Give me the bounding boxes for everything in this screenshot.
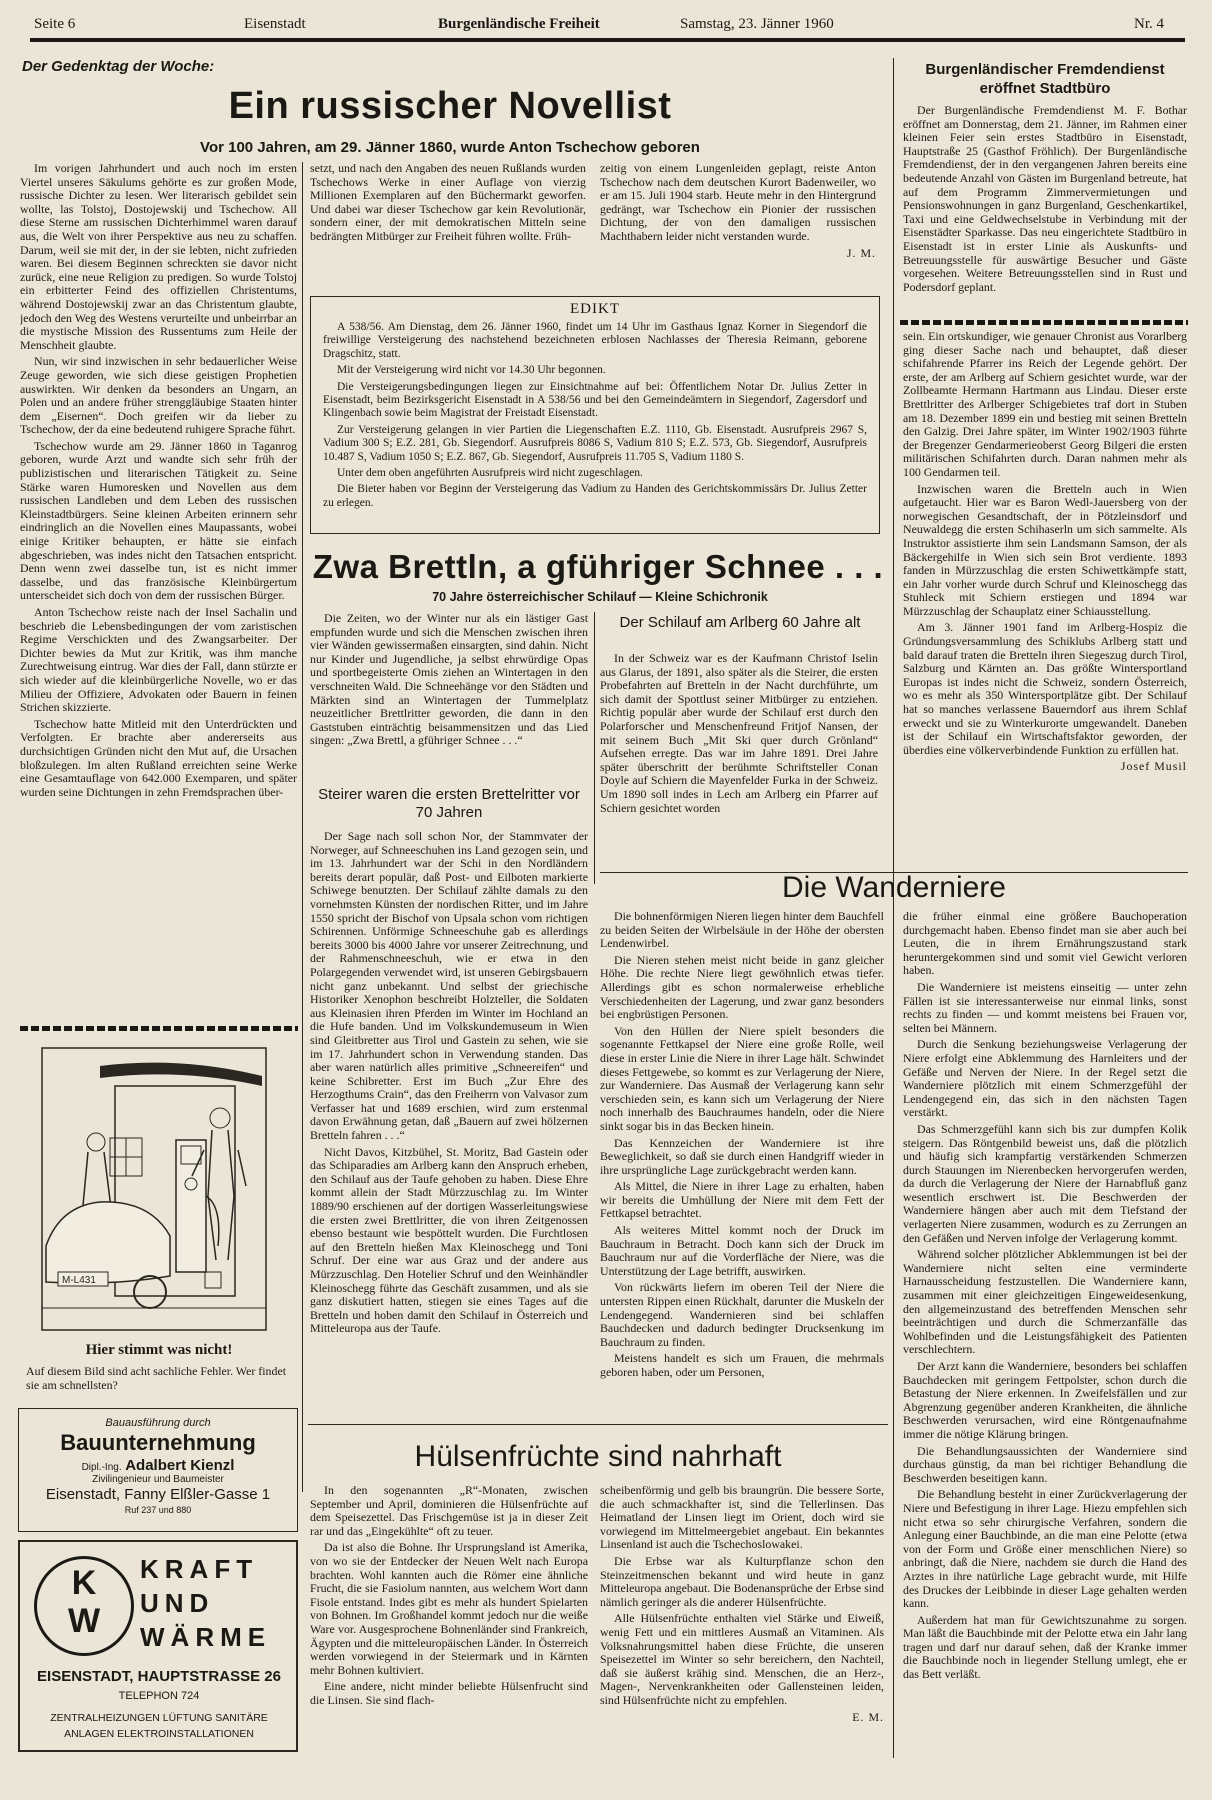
ski-column-a [310, 830, 588, 1492]
kw-line-kraft: KRAFT [140, 1554, 259, 1584]
lead-title: Ein russischer Novellist [228, 85, 672, 127]
page-number: Seite 6 [34, 16, 76, 32]
fremdendienst-title: Burgenländischer Fremdendienst eröffnet Stadtbüro [925, 61, 1165, 97]
niere-paragraph: Außerdem hat man für Gewichtszunahme zu sorgen. Man läßt die Bauchbinde mit der Pelotte etwa ein Jahr lang tragen und darf nur darauf sehen, daß der Kranke immer die Bauchbinde noch in liegender Stellung umlegt, ehe er das Bett verläßt. [903, 1612, 1187, 1682]
ski-section-heading: Steirer waren die ersten Brettelritter vor 70 Jahren [318, 786, 580, 821]
edikt-paragraph: A 538/56. Am Dienstag, dem 26. Jänner 1960, findet um 14 Uhr im Gasthaus Ignaz Korner in Siegendorf die freiwillige Versteigerung des nachstehend bezeichneten erblosen Nachlasses der Theresia Reimann, geborene Dragschitz, statt. [323, 321, 867, 360]
huelsen-column-b [600, 1484, 884, 1774]
niere-paragraph: die früher einmal eine größere Bauchoperation durchgemacht haben. Ebenso findet man sie aber auch bei Leuten, die in ihrem Ernährungszustand stark heruntergekommen sind und somit viel Gewicht verloren haben. [903, 910, 1187, 978]
lead-paragraph: Anton Tschechow reiste nach der Insel Sachalin und beschrieb die Lebensbedingungen der vom zaristischen Regime Verschickten und des Zwangsarbeiter. Der Dichter bewies da Mut zur Kritik, was ihm manche Zurechtweisung eintrug. War dies der Fall, dann stürzte er sich wieder auf die kleinbürgerliche Novelle, wo er das Milieu der Offiziere, Advokaten oder Bauern in feinen Strichen skizzierte. [20, 605, 297, 715]
huelsen-paragraph: Alle Hülsenfrüchte enthalten viel Stärke und Eiweiß, wenig Fett und ein mittleres Ausmaß an Vitaminen. Als Volksnahrungsmittel haben diese Früchte, die unseren Speisezettel im Winter so sehr bereichern, den Nachteil, daß sie äußerst krähig sind. Menschen, die an Herz-, Magen-, Nervenkrankheiten oder Gallensteinen leiden, sind Hülsenfrüchte nicht zu empfehlen. [600, 1611, 884, 1707]
edikt-title: EDIKT [570, 301, 620, 317]
ski-subtitle: 70 Jahre österreichischer Schilauf — Kleine Schichronik [432, 590, 768, 604]
ski-paragraph: Am 3. Jänner 1901 fand im Arlberg-Hospiz die Gründungsversammlung des Schiklubs Arlberg statt und bald darauf traten die Bretteln ihren Siegeszug durch Tirol, Salzburg und Kärnten an. Das größte Wintersportland Europas ist indes nicht die Schweiz, sondern Österreich, wo es mehr als 350 Wintersportplätze gibt. Der Schilauf hat so manches verlassene Bauerndorf aus ihrem Schlaf erweckt und sie zu Winterkurorte umgewandelt. Daneben ist der Schilauf ein Wirtschaftsfaktor geworden, der überdies eine völkerverbindende Funktion zu erfüllen hat. [903, 620, 1187, 757]
puzzle-illustration [40, 1046, 268, 1332]
huelsen-paragraph: scheibenförmig und gelb bis braungrün. Die bessere Sorte, die auch schmackhafter ist, sind die Tellerlinsen. Das Heimatland der Linsen liegt im Orient, doch wird sie vorwiegend im Mittelmeergebiet angebaut. Ein bekanntes Linsenland ist auch die Tschechoslowakei. [600, 1484, 884, 1552]
ski-paragraph: sein. Ein ortskundiger, wie genauer Chronist aus Vorarlberg ging dieser Sache nach und behauptet, daß dieser schifahrende Pfarrer ins Reich der Legende gehört. Der erste, der am Arlberg auf Schiern gesichtet wurde, war der Zollbeamte Hermann Hartmann aus Lindau. Dieser erste Brettlritter des Arlberger Schigebietes traf dort in Stuben am 18. Dezember 1899 ein und bestieg mit seinen Bretteln den Galzig. Drei Jahre später, im Winter 1902/1903 führte der Bregenzer Gendarmerieoberst Georg Bilgeri die ersten militärischen Schifahrten durch. Daran nahmen mehr als 100 Gendarmen teil. [903, 330, 1187, 479]
lead-subtitle: Vor 100 Jahren, am 29. Jänner 1860, wurde Anton Tschechow geboren [200, 139, 700, 156]
lead-paragraph: zeitig von einem Lungenleiden geplagt, reiste Anton Tschechow nach dem deutschen Kurort Badenweiler, wo er am 15. Juli 1904 starb. Heute mehr in den Hintergrund gedrängt, war Tschechow ein Pionier der russischen Dichtung, der von den damaligen russischen Machthabern leider nicht verstanden wurde. [600, 162, 876, 243]
lead-paragraph: setzt, und nach den Angaben des neuen Rußlands wurden Tschechows Werke in einer Auflage von vierzig Millionen Exemplaren auf den Büchermarkt geworfen. Und dabei war dieser Tschechow gar kein Revolutionär, sondern einer, der mit demokratischen Mitteln seine bedrängten Mitbürger zur Freiheit führen wollte. Früh- [310, 162, 586, 243]
edikt-body [323, 321, 867, 510]
ad-kienzl-name: Adalbert Kienzl [125, 1457, 235, 1474]
niere-paragraph: Die Wanderniere ist meistens einseitig — unter zehn Fällen ist sie interessanterweise nur einmal links, sonst rechts zu finden — und kommt meistens bei Frauen vor, selten bei Männern. [903, 979, 1187, 1035]
huelsen-paragraph: Die Erbse war als Kulturpflanze schon den Steinzeitmenschen bekannt und wird heute in ganz Mitteleuropa angebaut. Die Bodenansprüche der Erbse sind nämlich geringer als die anderer Hülsenfrüchte. [600, 1553, 884, 1609]
arlberg-heading: Der Schilauf am Arlberg 60 Jahre alt [619, 614, 861, 631]
niere-paragraph: Durch die Senkung beziehungsweise Verlagerung der Niere erfolgt eine Abklemmung des Harnleiters und der Gefäße und Nerven der Niere. In der Regel setzt die Wanderniere plötzlich mit einem Schmerzgefühl der Lendengegend ein, das sich in den nächsten Tagen verstärkt. [903, 1037, 1187, 1120]
page-header [34, 16, 1184, 38]
ski-column-a-intro [310, 612, 588, 774]
huelsen-paragraph: Da ist also die Bohne. Ihr Ursprungsland ist Amerika, von wo sie der Entdecker der Neuen Welt nach Europa brachten. Wohl kannten auch die Römer eine ähnliche Frucht, die sie Fasiolum nannten, aus welchem Wort dann Fisole entstand. Indes gibt es mehr als hundert Spielarten von Bohnen. Im Großhandel kommt jedoch nur die weiße Ware vor. Ausgesprochene Bohnenländer sind Frankreich, Ägypten und die mitteleuropäischen Länder. In Österreich werden vorwiegend in der Steiermark und in Kärnten mehr Bohnen kultiviert. [310, 1540, 588, 1677]
ad-kraft-waerme [18, 1540, 298, 1752]
column-rule [893, 58, 894, 1758]
ski-paragraph: Die Zeiten, wo der Winter nur als ein lästiger Gast empfunden wurde und sich die Menschen zwischen ihren vier Wänden gewissermaßen einsargten, sind dahin. Nicht nur Kinder und Jugendliche, ja selbst ehrwürdige Opas und sportbegeisterte Omis ziehen an Wintertagen in den verschneiten Wald. Die Schneehänge vor den Städten und Märkten sind an Wintertagen der Tummelplatz neuzeitlicher Brettlritter geworden, die dann in den Gaststuben einträchtig beisammensitzen und das Lied singen: „Zwa Brettl, a gführiger Schnee . . .“ [310, 612, 588, 748]
gas-station-drawing [40, 1046, 268, 1332]
niere-paragraph: Von den Hüllen der Niere spielt besonders die sogenannte Fettkapsel der Niere eine große Rolle, weil diese in erster Linie die Niere in ihrer Lage hält. Schwindet dieses Fettgewebe, so kommt es zur Verlagerung der Niere, zur Wanderniere. Das Ausmaß der Verlagerung kann sehr verschieden sein, es kann sich um Verlagerung der Niere noch innerhalb des Bauchraumes handeln, oder die Niere sinkt sogar bis in das Becken hinein. [600, 1023, 884, 1133]
niere-paragraph: Als Mittel, die Niere in ihrer Lage zu erhalten, haben wir bereits die Umhüllung der Niere mit dem Fett der Fettkapsel betrachtet. [600, 1179, 884, 1221]
huelsen-paragraph: In den sogenannten „R“-Monaten, zwischen September und April, dominieren die Hülsenfrüchte auf dem Speisezettel. Das Frischgemüse ist ja in dieser Zeit rar und das „Eingekühlte“ oft zu teuer. [310, 1484, 588, 1538]
fremdendienst-paragraph: Der Burgenländische Fremdendienst M. F. Bothar eröffnet am Donnerstag, dem 21. Jänner, im Rahmen einer kleinen Feier sein erstes Stadtbüro in Eisenstadt, Hauptstraße 25 (Gasthof Fröhlich). Der Burgenländische Fremdendienst, der in den vergangenen Jahren bereits eine bedeutende Anzahl von Gästen im Burgenland betreute, hat auf dem Programm Zimmervermietungen und Pensionswohnungen in ganz Burgenland, Geschenkartikel, Taxi und eine Geldwechselstube in Verbindung mit der Eisenstädter Sparkasse. Das neu eingerichtete Stadtbüro in Eisenstadt ist in erster Linie als Auskunfts- und Betreuungsstelle für auswärtige Besucher und Gäste vorgesehen. Weitere Betreuungsstellen sind in Rust und Podersdorf geplant. [903, 104, 1187, 294]
huelsen-column-a [310, 1484, 588, 1774]
niere-title: Die Wanderniere [782, 871, 1006, 904]
niere-paragraph: Der Arzt kann die Wanderniere, besonders bei schlaffen Bauchdecken mit geringem Fettpolster, schon durch die Betastung der Niere erkennen. In Zweifelsfällen und zur Abgrenzung gegenüber anderen Krankheiten, die ähnliche Beschwerden verursachen, wird eine Röntgenaufnahme immer die nötige Klärung bringen. [903, 1359, 1187, 1441]
kw-logo-k: K [71, 1564, 97, 1602]
lead-paragraph: Tschechow wurde am 29. Jänner 1860 in Taganrog geboren, wurde Arzt und wandte sich sehr früh der publizistischen und literarischen Tätigkeit zu. Seine Stärke waren Humoresken und Novellen aus dem russischen Landleben und dem Leben des russischen Kleinstadtbürgers. Seine kleinen Arbeiten erinnern sehr eindringlich an die Novellen eines Maupassants, wobei einige Kritiker behaupten, er hätte sie einfach abgeschrieben, was indes nicht den Tatsachen entspricht. Denn wenn zwei dasselbe tun, ist es nicht immer dasselbe, und das französische Kleinbürgertum unterscheidet sich doch von dem der russischen Bürger. [20, 438, 297, 603]
ad-kienzl-title: Bauunternehmung [60, 1430, 256, 1455]
ski-paragraph: In der Schweiz war es der Kaufmann Christof Iselin aus Glarus, der 1891, also später als die Steirer, die ersten Probefahrten auf Bretteln in der Nacht durchführte, um sich damit der Spottlust seiner Mitbürger zu entziehen. Richtig populär aber wurde der Schilauf erst durch den Polarforscher und Menschenfreund Fritjof Nansen, der mit seinem Buch „Mit Ski quer durch Grönland“ Aufsehen erregte. Das war im Jahre 1891. Drei Jahre später überschritt der berühmte Schriftsteller Conan Doyle auf Schiern die Mayenfelder Furka in der Schweiz. Um 1890 soll indes in Lech am Arlberg ein Pfarrer auf Schiern gesichtet worden [600, 652, 878, 815]
kw-services-2: ANLAGEN ELEKTROINSTALLATIONEN [64, 1728, 254, 1740]
niere-paragraph: Das Kennzeichen der Wanderniere ist ihre Beweglichkeit, so daß sie durch einen Handgriff wieder in ihre ursprüngliche Lage zurückgebracht werden kann. [600, 1135, 884, 1177]
niere-paragraph: Die bohnenförmigen Nieren liegen hinter dem Bauchfell zu beiden Seiten der Wirbelsäule in der Höhe der obersten Lendenwirbel. [600, 910, 884, 951]
lead-column-3 [600, 162, 876, 290]
lead-column-1 [20, 162, 297, 1034]
huelsen-author: E. M. [852, 1709, 884, 1724]
kw-address: EISENSTADT, HAUPTSTRASSE 26 [37, 1668, 281, 1685]
section-rule [308, 1424, 888, 1425]
ad-kienzl-address: Eisenstadt, Fanny Elßler-Gasse 1 [45, 1486, 271, 1503]
niere-paragraph: Die Nieren stehen meist nicht beide in ganz gleicher Höhe. Die rechte Niere liegt gewöhnlich etwas tiefer. Allerdings gibt es schon normalerweise erhebliche Verschiedenheiten der Lagerung, und zwar ganz besonders bei engbrüstigen Personen. [600, 952, 884, 1022]
ad-kienzl-profession: Zivilingenieur und Baumeister [92, 1474, 224, 1485]
edikt-paragraph: Zur Versteigerung gelangen in vier Partien die Liegenschaften E.Z. 1110, Gb. Eisenstadt. Ausrufpreis 2967 S, Vadium 300 S; E.Z. 281, Gb. Siegendorf. Ausrufpreis 8086 S, Vadium 810 S; E.Z. 573, Gb. Siegendorf, Ausrufpreis 10.487 S, Vadium 1050 S; E.Z. 867, Gb. Siegendorf, Ausrufpreis 11.705 S, Vadium 1180 S. [323, 423, 867, 463]
lead-kicker: Der Gedenktag der Woche: [22, 58, 215, 75]
column-rule [594, 612, 595, 884]
ski-paragraph: Nicht Davos, Kitzbühel, St. Moritz, Bad Gastein oder das Schiparadies am Arlberg kann den Anspruch erheben, den Schilauf aus der Taufe gehoben zu haben. Diese Ehre kommt allein der Stadt Mürzzuschlag zu. Im Winter 1889/90 erschienen auf der dortigen Wasserleitungswiese die ersten zwei Brettlritter, die von ihren Zeitgenossen ebenso bestaunt wie bespöttelt wurden. Die Furchtlosen auf den Bretteln hießen Max Kleinoschegg und Toni Schruf. Der eine war aus Graz und der andere aus Mürzzuschlag. Den Hotelier Schruf und den Weinhändler Kleinoschegg führte das Geschäft zusammen, und als sie ganz diskutiert hatten, stiegen sie eines Tages auf die Bretteln und hoben damit den Schilauf in Österreich und Mitteleuropa aus der Taufe. [310, 1144, 588, 1336]
ad-kienzl [18, 1408, 298, 1532]
lead-paragraph: Nun, wir sind inzwischen in sehr bedauerlicher Weise Zeuge geworden, wie sich diese geistigen Prophetien auswirkten. Wir denken da besonders an Ungarn, an Polen und an andere früher strenggläubige Staaten hinter dem „Eisernen“. Doch greifen wir da lieber zu Tschechow, der da eine bedeutend ruhigere Sprache führt. [20, 354, 297, 437]
lead-paragraph: Im vorigen Jahrhundert und auch noch im ersten Viertel unseres Säkulums gehörte es zur großen Mode, russische Dichter zu lesen. Wer literarisch gebildet sein wollte, las Tolstoj, Dostojewskij und Tschechow. All diese Sterne am russischen Dichterhimmel waren darauf aus, die Welt von ihrer Perspektive aus neu zu schaffen. Darum, weil sie mit der, in der sie lebten, nicht zufrieden waren. Bei diesem Beginnen schreckten sie davor nicht zurück, eine neue Religion zu predigen. So wurde Tolstoj ein erbitterter Feind des offiziellen Christentums, während Dostojewskij zwar an das Christentum glaubte, jedoch den Weg des Westens verurteilte und unbeirrbar an die mystische Mission des Russentums zum Heile der Menschheit glaubte. [20, 162, 297, 352]
header-paper: Burgenländische Freiheit [438, 16, 600, 32]
column-rule [302, 162, 303, 1492]
huelsen-title: Hülsenfrüchte sind nahrhaft [414, 1440, 782, 1473]
huelsen-paragraph: Eine andere, nicht minder beliebte Hülsenfrucht sind die Linsen. Sie sind flach- [310, 1679, 588, 1707]
edikt-paragraph: Unter dem oben angeführten Ausrufpreis wird nicht zugeschlagen. [337, 467, 643, 480]
separator-rule [20, 1026, 298, 1031]
ski-author: Josef Musil [1120, 759, 1187, 774]
header-rule [30, 38, 1185, 42]
lead-author: J. M. [846, 245, 876, 260]
header-issue: Nr. 4 [1134, 16, 1164, 32]
car-license-plate: M-L431 [62, 1275, 96, 1286]
ski-continuation [903, 330, 1187, 838]
edikt-paragraph: Mit der Versteigerung wird nicht vor 14.30 Uhr begonnen. [337, 364, 606, 377]
fremdendienst-body [903, 104, 1187, 316]
separator-rule [900, 320, 1188, 325]
niere-paragraph: Als weiteres Mittel kommt noch der Druck im Bauchraum in Betracht. Doch kann sich der Druck im Bauchraum nur auf die Vorderfläche der Niere, was die Unterstützung der Lage betrifft, auswirken. [600, 1223, 884, 1278]
niere-paragraph: Während solcher plötzlicher Abklemmungen ist bei der Wanderniere nicht selten eine verminderte Harnausscheidung festzustellen. Die Wanderniere kann, zusammen mit einer gleichzeitigen Eingeweidesenkung, den allgemeinzustand des betreffenden Menschen sehr beeinträchtigen und durch die Schmerzanfälle das Wohlbefinden und die Leistungsfähigkeit des Patienten verschlechtern. [903, 1247, 1187, 1357]
ski-title: Zwa Brettln, a gführiger Schnee . . . [312, 548, 884, 585]
niere-paragraph: Die Behandlung besteht in einer Zurückverlagerung der Niere und Befestigung in ihrer Lage. Hiezu empfehlen sich nicht etwa so sehr chirurgische Verfahren, sondern die Anlegung einer Bauchbinde, an die man eine Pelotte (etwa von der Form und Größe einer menschlichen Niere) so anbringt, daß die Niere, nachdem sie durch die Hand des Arztes in ihre natürliche Lage gebracht wurde, mit Hilfe des Druckes der Leibbinde in dieser Lage gehalten werden kann. [903, 1487, 1187, 1611]
niere-column-b [903, 910, 1187, 1770]
lead-paragraph: Tschechow hatte Mitleid mit den Unterdrückten und Verfolgten. Er brachte aber andererseits aus durchsichtigen Gründen nicht den Mut auf, die Ursachen bloßzulegen. Im alten Rußland erreichten seine Werke eine Gesamtauflage von 642.000 Exemparen, und später wurden seine Dichtungen in zehn Fremdsprachen über- [20, 716, 297, 799]
header-place: Eisenstadt [244, 16, 306, 32]
kw-phone: TELEPHON 724 [118, 1690, 200, 1702]
ski-column-b [600, 652, 878, 860]
ad-kienzl-degree: Dipl.-Ing. [81, 1462, 122, 1473]
ad-kienzl-top: Bauausführung durch [105, 1417, 211, 1429]
header-date: Samstag, 23. Jänner 1960 [680, 16, 834, 32]
lead-column-2 [310, 162, 586, 290]
niere-paragraph: Von rückwärts liefern im oberen Teil der Niere die untersten Rippen einen Rückhalt, darunter die Muskeln der Lendengegend. Wandernieren sind bei schlaffen Bauchdecken und dadurch bedingter Drucksenkung im Bauchraum zu finden. [600, 1280, 884, 1349]
edikt-box [310, 296, 880, 534]
ad-kienzl-phone: Ruf 237 und 880 [124, 1505, 192, 1515]
edikt-paragraph: Die Versteigerungsbedingungen liegen zur Einsichtnahme auf bei: Öffentlichem Notar Dr. Julius Zetter in Eisenstadt, beim Bezirksgericht Eisenstadt in A 538/56 und bei den Gemeindeämtern in Siegendorf, Zagersdorf und Klingenbach sowie beim Magistrat der Freistadt Eisenstadt. [323, 380, 867, 420]
kw-line-waerme: WÄRME [140, 1622, 272, 1652]
kw-logo [34, 1556, 134, 1656]
puzzle-caption: Hier stimmt was nicht! [85, 1342, 233, 1358]
niere-paragraph: Die Behandlungsaussichten der Wanderniere sind durchaus günstig, da man bei richtiger Behandlung die Beschwerden beseitigen kann. [903, 1443, 1187, 1485]
kw-line-und: UND [140, 1588, 215, 1618]
niere-paragraph: Das Schmerzgefühl kann sich bis zur dumpfen Kolik steigern. Das Röntgenbild beweist uns, daß die plötzlich und häufig sich krampfartig verstärkenden Schmerzen durch Stauungen im Nierenbecken hervorgerufen werden, da durch die Verlagerung der Niere der Harnabfluß ganz wesentlich erschwert ist. Die Beschwerden der Wanderniere hängen aber auch mit dem Tiefstand der verlagerten Niere zusammen, wodurch es zu Zerrungen an den Gefäßen und Nerven infolge der Verlagerung kommt. [903, 1121, 1187, 1245]
niere-column-a [600, 910, 884, 1416]
edikt-paragraph: Die Bieter haben vor Beginn der Versteigerung das Vadium zu Handen des Gerichtskommissärs Dr. Julius Zetter zu erlegen. [323, 483, 867, 509]
ski-paragraph: Der Sage nach soll schon Nor, der Stammvater der Norweger, auf Schneeschuhen ins Land gezogen sein, und im 13. Jahrhundert war der Schi in den Nordländern bereits derart populär, daß Post- und Eilboten markierte Schiwege benutzten. Der Schilauf zählte damals zu den vornehmsten Künsten der nordischen Ritter, und im Jahre 1550 spricht der Bischof von Upsala schon vom richtigen Schirennen. Unförmige Schneeschuhe gab es allerdings bereits 3000 bis 4000 Jahre vor unserer Zeitrechnung, und der Rahmenschneeschuh, wie er etwa in den Polargegenden verwendet wird, ist unseren Gebirgsbauern nicht ganz unbekannt. Und selbst der griechische Historiker Xenophon beschreibt Holzteller, die Soldaten aus Kleinasien ihren Pferden im Winter im Hochland an die Hufe banden. Und im Volkskundemuseum in Wien sind Gleitbretter aus Tirol und Gastein zu sehen, wie sie im 17. Jahrhundert schon in Verwendung standen. Das aber waren natürlich alles primitive „Schneereifen“ und keine Schibretter. Erst im Buch „Zur Ehre des Herzogthums Crain“, das den Freiherrn von Valvasor zum Verfasser hat und 1689 erschien, wird zum erstenmal davon Erwähnung getan, daß „Bauern auf zwei hölzernen Bretteln fahren . . .“ [310, 830, 588, 1143]
puzzle-question: Auf diesem Bild sind acht sachliche Fehler. Wer findet sie am schnellsten? [26, 1364, 287, 1392]
niere-paragraph: Meistens handelt es sich um Frauen, die mehrmals geboren haben, oder um Personen, [600, 1351, 884, 1379]
kw-logo-w: W [67, 1602, 101, 1640]
kw-services-1: ZENTRALHEIZUNGEN LÜFTUNG SANITÄRE [50, 1712, 268, 1724]
ski-paragraph: Inzwischen waren die Bretteln auch in Wien aufgetaucht. Hier war es Baron Wedl-Jauersberg von der norwegischen Gesandtschaft, der in Pötzleinsdorf und Neuwaldegg die ersten Schihaserln um sich sammelte. Als Instruktor assistierte ihm sein Landsmann Samson, der als Bäckergehilfe in Wien sich sein Brot verdiente. 1893 fanden in Mürzzuschlag die ersten Schiwettkämpfe statt, ein Jahr vorher wurde durch Schruf und Kleinoschegg das Stuhleck mit Schiern erstiegen und 1894 war Mürzzuschlag der Schauplatz einer Schiausstellung. [903, 481, 1187, 618]
